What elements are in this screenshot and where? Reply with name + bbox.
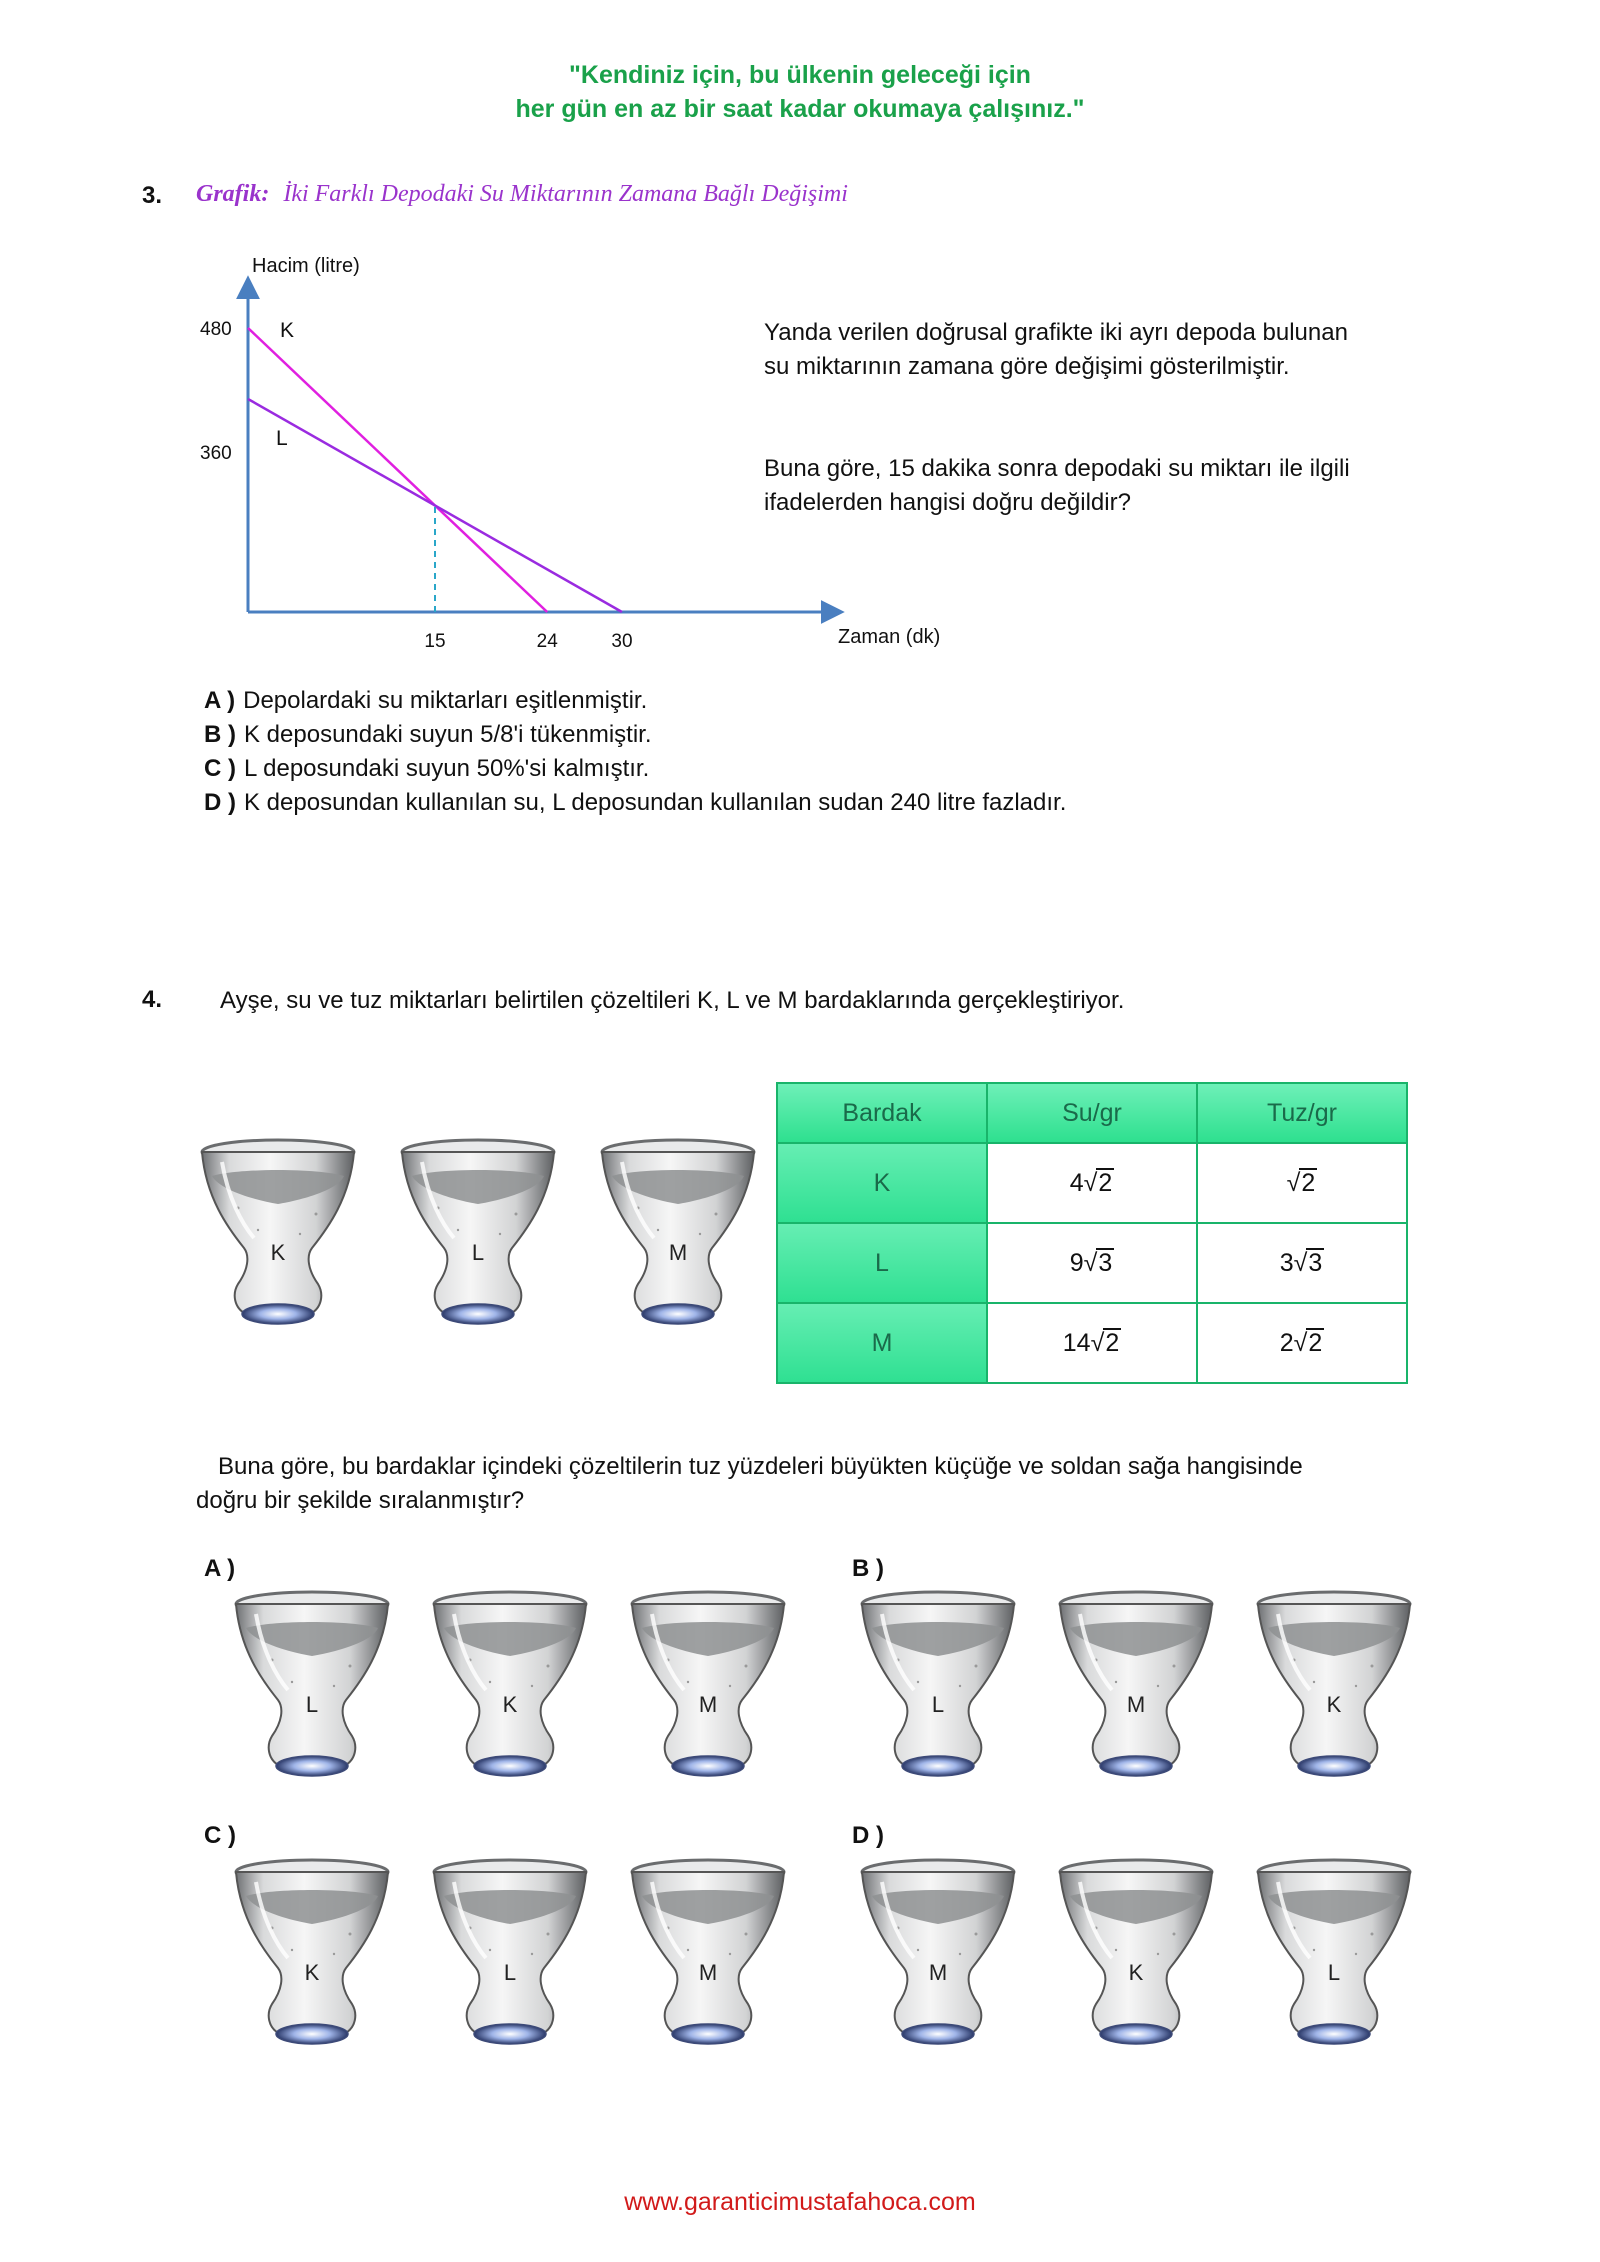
question-3-number: 3. [142,182,163,209]
glass-label: L [1327,1960,1341,1985]
choice-d-glass-L [1254,1858,1414,2048]
glass-icon [628,1590,788,1780]
choice-c-glass-L [430,1858,590,2048]
glass-icon [1056,1858,1216,2048]
option-c-letter: C ) [204,755,236,782]
choice-a-glass-M [628,1590,788,1780]
choice-c-letter[interactable]: C ) [204,1822,236,1849]
glass-label: M [698,1960,718,1985]
glass-icon [232,1858,392,2048]
option-d-letter: D ) [204,789,236,816]
glass-icon [430,1590,590,1780]
glass-icon [858,1858,1018,2048]
option-b-text: K deposundaki suyun 5/8'i tükenmiştir. [244,721,652,748]
glass-label: M [928,1960,948,1985]
glass-icon [628,1858,788,2048]
glass-icon [1056,1590,1216,1780]
choice-a-glass-L [232,1590,392,1780]
x-axis-label: Zaman (dk) [838,626,941,648]
motto-line-1: "Kendiniz için, bu ülkenin geleceği için [569,61,1031,89]
question-3-paragraph-2: Buna göre, 15 dakika sonra depodaki su miktarı ile ilgili ifadelerden hangisi doğru değildir? [764,455,1350,516]
x-tick-label: 15 [424,631,446,652]
choice-b-glass-M [1056,1590,1216,1780]
glass-label: K [304,1960,320,1985]
glass-icon [198,1138,358,1328]
table-row [777,1223,1407,1303]
choice-b-glass-L [858,1590,1018,1780]
glass-label: K [1326,1692,1342,1717]
tuz-value: 3√3 [1197,1223,1407,1303]
glass-label: M [698,1692,718,1717]
glass-label: M [668,1240,688,1265]
su-value: 9√3 [987,1223,1197,1303]
option-d[interactable] [204,786,1066,820]
chart-title-label: Grafik: [196,181,270,207]
option-c[interactable] [204,752,1066,786]
y-tick-label: 360 [200,443,232,464]
glass-label: M [1126,1692,1146,1717]
question-3-options [204,684,1066,820]
glass-label: L [471,1240,485,1265]
tuz-value: 2√2 [1197,1303,1407,1383]
choice-c-glass-K [232,1858,392,2048]
row-name: M [777,1303,987,1383]
choice-d-letter[interactable]: D ) [852,1822,884,1849]
y-tick-label: 480 [200,319,232,340]
x-tick-label: 30 [611,631,633,652]
glass-K [198,1138,358,1328]
motto-line-2: her gün en az bir saat kadar okumaya çalışınız." [515,95,1085,123]
glass-icon [858,1590,1018,1780]
option-b-letter: B ) [204,721,236,748]
question-3-title [196,181,848,208]
table-header-su: Su/gr [987,1083,1197,1143]
glass-label: K [270,1240,286,1265]
su-value: 14√2 [987,1303,1197,1383]
y-axis-label: Hacim (litre) [252,255,360,277]
question-4-number: 4. [142,986,163,1013]
choice-c-glass-M [628,1858,788,2048]
glass-label: K [1128,1960,1144,1985]
choice-b-letter[interactable]: B ) [852,1555,884,1582]
x-tick-label: 24 [536,631,558,652]
footer-url[interactable]: www.garanticimustafahoca.com [624,2188,976,2216]
glass-label: L [305,1692,319,1717]
glass-icon [430,1858,590,2048]
choice-b-glass-K [1254,1590,1414,1780]
glass-label: L [931,1692,945,1717]
glass-icon [598,1138,758,1328]
volume-time-chart [180,250,941,660]
option-a-text: Depolardaki su miktarları eşitlenmiştir. [243,687,648,714]
su-value: 4√2 [987,1143,1197,1223]
option-a-letter: A ) [204,687,236,714]
series-line-K [248,328,547,612]
glass-M [598,1138,758,1328]
choice-d-glass-K [1056,1858,1216,2048]
chart-title-text: İki Farklı Depodaki Su Miktarının Zamana Bağlı Değişimi [283,181,848,207]
question-4-text: Buna göre, bu bardaklar içindeki çözeltilerin tuz yüzdeleri büyükten küçüğe ve soldan sağa hangisinde doğru bir şekilde sıralanmıştır? [196,1453,1303,1514]
table-row [777,1143,1407,1223]
glass-label: L [503,1960,517,1985]
tuz-value: √2 [1197,1143,1407,1223]
choice-a-letter[interactable]: A ) [204,1555,236,1582]
glass-icon [232,1590,392,1780]
glass-icon [1254,1858,1414,2048]
glass-icon [398,1138,558,1328]
option-c-text: L deposundaki suyun 50%'si kalmıştır. [244,755,650,782]
question-3-paragraph-1: Yanda verilen doğrusal grafikte iki ayrı depoda bulunan su miktarının zamana göre değişimi gösterilmiştir. [764,319,1348,380]
series-label-K: K [280,319,295,342]
option-d-text: K deposundan kullanılan su, L deposundan kullanılan sudan 240 litre fazladır. [244,789,1067,816]
row-name: K [777,1143,987,1223]
row-name: L [777,1223,987,1303]
table-header-tuz: Tuz/gr [1197,1083,1407,1143]
glass-L [398,1138,558,1328]
series-label-L: L [276,427,288,450]
solution-table [776,1082,1408,1384]
choice-d-glass-M [858,1858,1018,2048]
question-4-intro: Ayşe, su ve tuz miktarları belirtilen çözeltileri K, L ve M bardaklarında gerçekleştiriyor. [220,987,1125,1014]
option-a[interactable] [204,684,1066,718]
choice-a-glass-K [430,1590,590,1780]
glass-icon [1254,1590,1414,1780]
option-b[interactable] [204,718,1066,752]
table-header-bardak: Bardak [777,1083,987,1143]
table-row [777,1303,1407,1383]
glass-label: K [502,1692,518,1717]
